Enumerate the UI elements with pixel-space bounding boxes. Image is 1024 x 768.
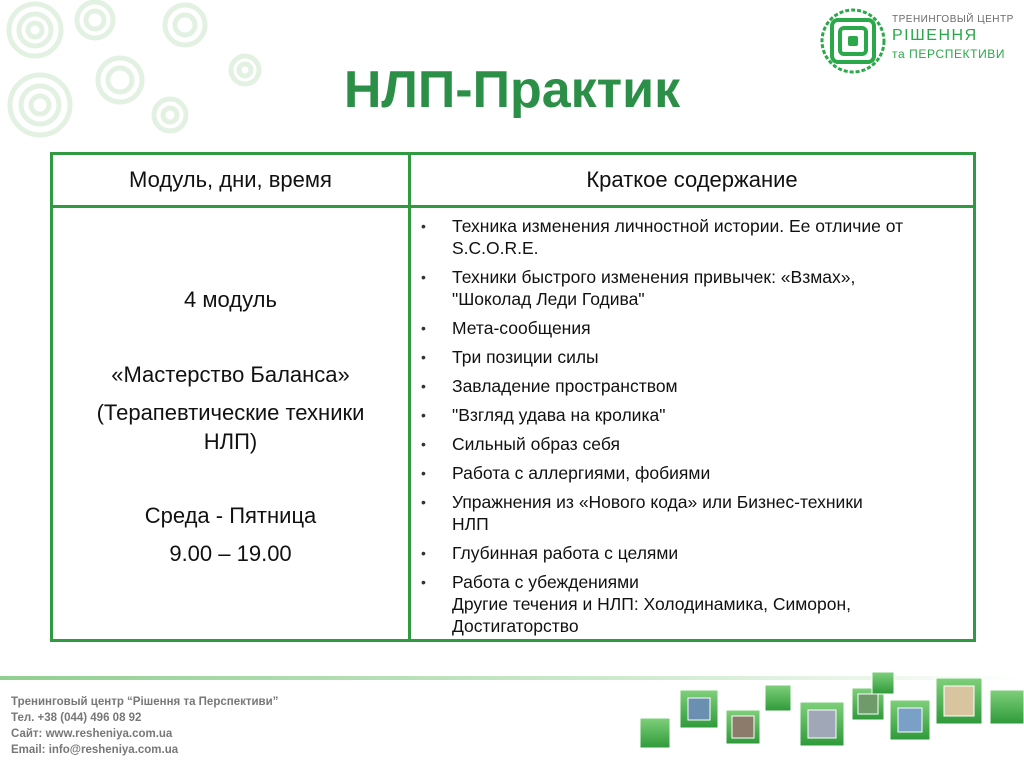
bullet-icon: • xyxy=(421,269,426,285)
logo-line-1: ТРЕНИНГОВЫЙ ЦЕНТР xyxy=(892,14,1014,25)
footer-site: Сайт: www.resheniya.com.ua xyxy=(11,728,173,740)
logo-line-2: РІШЕННЯ xyxy=(892,27,978,44)
summary-list xyxy=(411,208,973,637)
bullet-icon: • xyxy=(421,378,426,394)
bullet-icon: • xyxy=(421,436,426,452)
footer-phone: Тел. +38 (044) 496 08 92 xyxy=(11,712,142,724)
bullet-icon: • xyxy=(421,494,426,510)
list-item: • Три позиции силы xyxy=(421,347,599,367)
list-item: • Техники быстрого изменения привычек: «Взмах», "Шоколад Леди Годива" xyxy=(421,267,856,309)
bullet-icon: • xyxy=(421,545,426,561)
summary-cell xyxy=(411,208,973,639)
bullet-icon: • xyxy=(421,465,426,481)
module-subtitle-line-1: (Терапевтические техники xyxy=(96,400,365,425)
bullet-icon: • xyxy=(421,407,426,423)
module-subtitle-line-2: НЛП) xyxy=(203,429,258,454)
module-time: 9.00 – 19.00 xyxy=(169,541,292,566)
list-item: • Сильный образ себя xyxy=(421,434,620,454)
list-item: • Техника изменения личностной истории. Ее отличие от S.C.O.R.E. xyxy=(421,216,904,258)
module-days: Среда - Пятница xyxy=(144,503,317,528)
list-item: • Глубинная работа с целями xyxy=(421,543,679,563)
bullet-icon: • xyxy=(421,218,426,234)
bullet-icon: • xyxy=(421,574,426,590)
footer-email: Email: info@resheniya.com.ua xyxy=(11,744,179,756)
logo-line-3: та ПЕРСПЕКТИВИ xyxy=(892,47,1006,61)
module-name: «Мастерство Баланса» xyxy=(111,362,350,387)
footer-contacts xyxy=(11,694,278,758)
logo-text xyxy=(892,14,1014,61)
list-item: • Упражнения из «Нового кода» или Бизнес-техники НЛП xyxy=(421,492,863,534)
module-number: 4 модуль xyxy=(184,287,277,312)
footer-company: Тренинговый центр “Рішення та Перспективи” xyxy=(11,696,279,708)
list-item: • Работа с убеждениями Другие течения и НЛП: Холодинамика, Симорон, Достигаторство xyxy=(421,572,851,636)
module-info-cell xyxy=(53,208,408,639)
list-item: • Работа с аллергиями, фобиями xyxy=(421,463,711,483)
list-item: • Мета-сообщения xyxy=(421,318,591,338)
header-summary: Краткое содержание xyxy=(586,167,798,192)
header-module-days-time: Модуль, дни, время xyxy=(129,167,332,192)
page-title: НЛП-Практик xyxy=(343,61,681,119)
decorative-photo-cubes xyxy=(640,660,1024,768)
schedule-table xyxy=(50,152,976,642)
list-item: • Завладение пространством xyxy=(421,376,678,396)
list-item: • "Взгляд удава на кролика" xyxy=(421,405,666,425)
bullet-icon: • xyxy=(421,320,426,336)
bullet-icon: • xyxy=(421,349,426,365)
